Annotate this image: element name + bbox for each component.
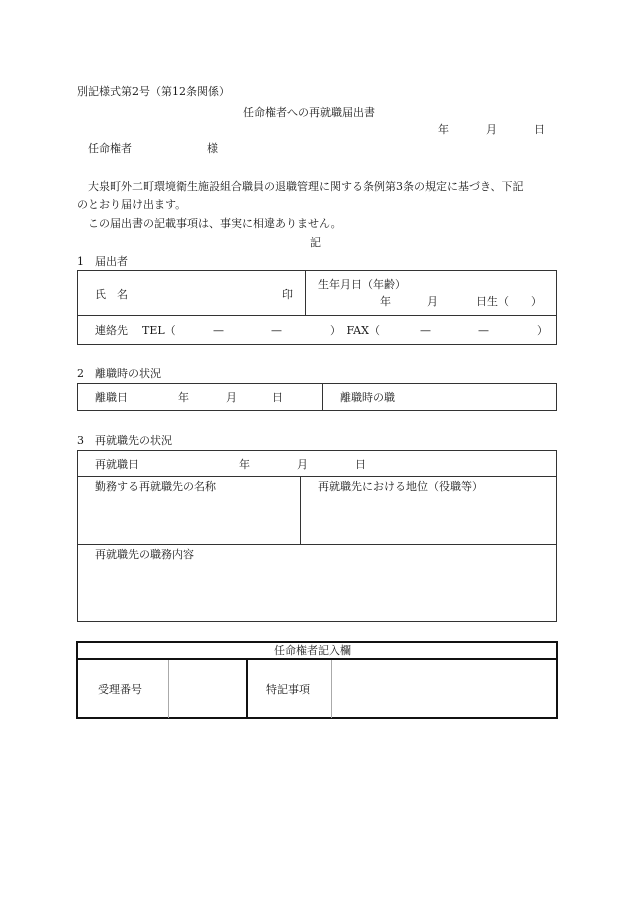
- retire-year-label: 年: [178, 391, 189, 404]
- fax-dash-2: —: [478, 324, 489, 337]
- retirement-col-divider: [322, 383, 323, 411]
- retire-day-label: 日: [272, 391, 283, 404]
- applicant-col-divider: [305, 270, 306, 315]
- date-month-label: 月: [486, 123, 497, 136]
- fax-close-paren: ）: [537, 324, 548, 337]
- tel-dash-1: —: [213, 324, 224, 337]
- section3-heading: 3 再就職先の状況: [77, 434, 172, 447]
- tel-dash-2: —: [271, 324, 282, 337]
- receipt-number-label: 受理番号: [98, 683, 142, 696]
- appointer-title: 任命権者記入欄: [274, 644, 351, 657]
- section1-heading: 1 届出者: [77, 255, 128, 268]
- reemploy-month-label: 月: [297, 458, 308, 471]
- intro-line-2: のとおり届け出ます。: [77, 198, 187, 211]
- date-day-label: 日: [534, 123, 545, 136]
- reemployment-row-divider-2: [77, 544, 557, 545]
- name-label: 氏 名: [95, 288, 128, 301]
- appointer-header-divider: [76, 658, 558, 660]
- reemploy-year-label: 年: [239, 458, 250, 471]
- employer-name-label: 勤務する再就職先の名称: [95, 480, 216, 493]
- reemploy-day-label: 日: [355, 458, 366, 471]
- date-year-label: 年: [438, 123, 449, 136]
- employer-position-label: 再就職先における地位（役職等）: [318, 480, 483, 493]
- birth-label: 生年月日（年齢）: [318, 278, 406, 291]
- seal-label: 印: [282, 288, 293, 301]
- contact-label: 連絡先: [95, 324, 128, 337]
- duties-label: 再就職先の職務内容: [95, 548, 194, 561]
- retirement-table: [77, 383, 557, 411]
- honorific-label: 様: [207, 142, 218, 155]
- ki-label: 記: [310, 236, 321, 249]
- applicant-row-divider: [77, 315, 557, 316]
- birth-day-label: 日生（ ）: [476, 295, 542, 308]
- remarks-value-divider: [331, 660, 332, 718]
- form-number: 別記様式第2号（第12条関係）: [77, 85, 230, 98]
- reemploy-date-label: 再就職日: [95, 458, 139, 471]
- tel-label: TEL（: [142, 324, 176, 337]
- birth-year-label: 年: [380, 295, 391, 308]
- intro-line-1: 大泉町外二町環境衛生施設組合職員の退職管理に関する条例第3条の規定に基づき、下記: [88, 180, 524, 193]
- birth-month-label: 月: [427, 295, 438, 308]
- fax-label: ） FAX（: [330, 324, 380, 337]
- receipt-value-divider: [168, 660, 169, 718]
- remarks-label: 特記事項: [266, 683, 310, 696]
- section2-heading: 2 離職時の状況: [77, 367, 161, 380]
- page-title: 任命権者への再就職届出書: [243, 106, 375, 119]
- retire-position-label: 離職時の職: [340, 391, 395, 404]
- intro-line-3: この届出書の記載事項は、事実に相違ありません。: [88, 217, 342, 230]
- appointer-col-divider: [246, 658, 248, 719]
- retire-date-label: 離職日: [95, 391, 128, 404]
- fax-dash-1: —: [420, 324, 431, 337]
- reemployment-col-divider: [300, 476, 301, 544]
- retire-month-label: 月: [226, 391, 237, 404]
- addressee-label: 任命権者: [88, 142, 132, 155]
- reemployment-row-divider-1: [77, 476, 557, 477]
